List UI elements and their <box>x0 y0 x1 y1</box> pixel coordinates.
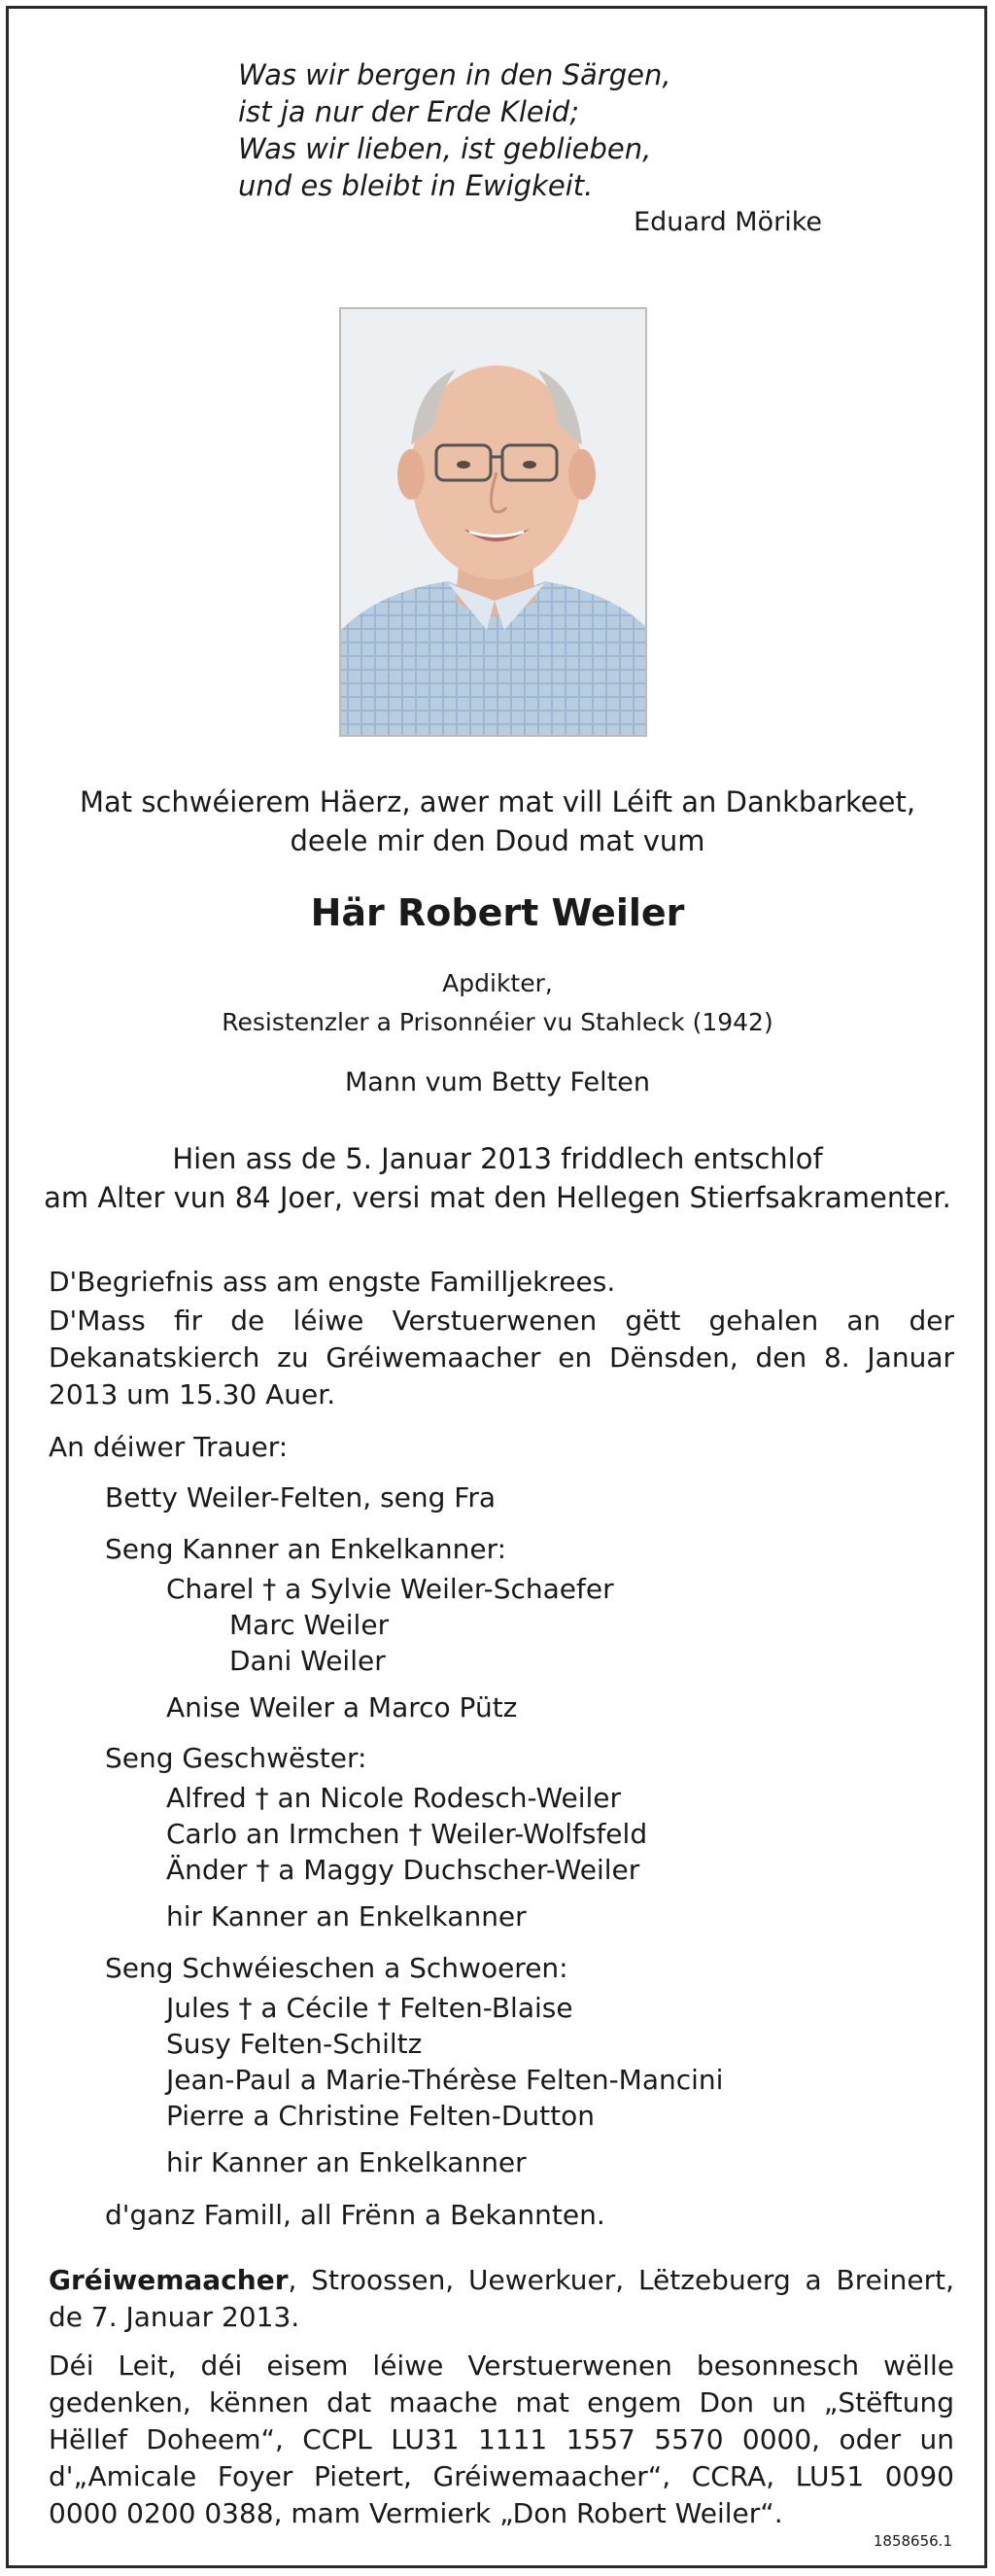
death-line: am Alter vun 84 Joer, versi mat den Hellegen Stierfsakramenter. <box>44 1181 951 1214</box>
poem-line: Was wir lieben, ist geblieben, <box>238 132 652 165</box>
place-town: Gréiwemaacher <box>49 2264 289 2296</box>
portrait-photo <box>339 307 647 737</box>
child-entry: Charel † a Sylvie Weiler-Schaefer <box>166 1573 614 1605</box>
inlaws-heading: Seng Schwéieschen a Schwoeren: <box>105 1952 568 1984</box>
deceased-profession: Apdikter, <box>442 969 553 997</box>
poem <box>238 56 671 204</box>
poem-author: Eduard Mörike <box>634 207 822 237</box>
reference-number: 1858656.1 <box>873 2532 952 2550</box>
inlaw-entry: Susy Felten-Schiltz <box>166 2028 423 2060</box>
portrait-illustration <box>341 309 647 737</box>
mourners-heading: An déiwer Trauer: <box>49 1431 289 1463</box>
place-rest: , Stroossen, Uewerkuer, Lëtzebuerg a Breinert, de 7. Januar 2013. <box>49 2264 954 2333</box>
sibling-entry: Alfred † an Nicole Rodesch-Weiler <box>166 1782 622 1814</box>
inlaw-entry: Jules † a Cécile † Felten-Blaise <box>166 1992 573 2024</box>
sibling-descendants: hir Kanner an Enkelkanner <box>166 1900 527 1932</box>
intro-line: deele mir den Doud mat vum <box>290 824 705 857</box>
intro-line: Mat schwéierem Häerz, awer mat vill Léift an Dankbarkeet, <box>79 785 916 818</box>
sibling-entry: Carlo an Irmchen † Weiler-Wolfsfeld <box>166 1818 648 1850</box>
deceased-name: Här Robert Weiler <box>310 891 685 934</box>
place-date <box>49 2262 954 2336</box>
donation-text: Déi Leit, déi eisem léiwe Verstuerwenen besonnesch wëlle gedenken, kënnen dat maache mat engem Don un „Stëftung Hëllef Doheem“, CCPL LU31 1111 1557 5570 0000, oder un d'„Amicale Foyer Pietert, Gréiwemaacher“, CCRA, LU51 0090 0000 0200 0388, mam Vermierk „Don Robert Weiler“. <box>49 2350 954 2529</box>
grandchild-entry: Dani Weiler <box>229 1645 386 1677</box>
deceased-history: Resistenzler a Prisonnéier vu Stahleck (1942) <box>222 1008 773 1036</box>
others-entry: d'ganz Famill, all Frënn a Bekannten. <box>105 2199 605 2231</box>
death-announcement <box>0 1139 995 1217</box>
intro-text <box>0 783 995 860</box>
inlaw-descendants: hir Kanner an Enkelkanner <box>166 2146 527 2178</box>
siblings-heading: Seng Geschwëster: <box>105 1742 367 1774</box>
mass-text: D'Mass fir de léiwe Verstuerwenen gëtt gehalen an der Dekanatskierch zu Gréiwemaacher en Dënsden, den 8. Januar 2013 um 15.30 Auer. <box>49 1305 954 1410</box>
poem-line: ist ja nur der Erde Kleid; <box>238 95 579 128</box>
sibling-entry: Änder † a Maggy Duchscher-Weiler <box>166 1854 640 1886</box>
grandchild-entry: Marc Weiler <box>229 1609 390 1641</box>
poem-line: Was wir bergen in den Särgen, <box>238 58 671 91</box>
inlaw-entry: Pierre a Christine Felten-Dutton <box>166 2100 595 2132</box>
children-heading: Seng Kanner an Enkelkanner: <box>105 1533 507 1565</box>
child-entry: Anise Weiler a Marco Pütz <box>166 1691 518 1723</box>
deceased-spouse: Mann vum Betty Felten <box>345 1067 650 1097</box>
burial-text: D'Begriefnis ass am engste Familljekrees. <box>49 1266 616 1298</box>
poem-line: und es bleibt in Ewigkeit. <box>238 169 594 202</box>
death-line: Hien ass de 5. Januar 2013 friddlech entschlof <box>172 1142 823 1175</box>
wife-entry: Betty Weiler-Felten, seng Fra <box>105 1481 497 1514</box>
inlaw-entry: Jean-Paul a Marie-Thérèse Felten-Mancini <box>166 2064 724 2096</box>
